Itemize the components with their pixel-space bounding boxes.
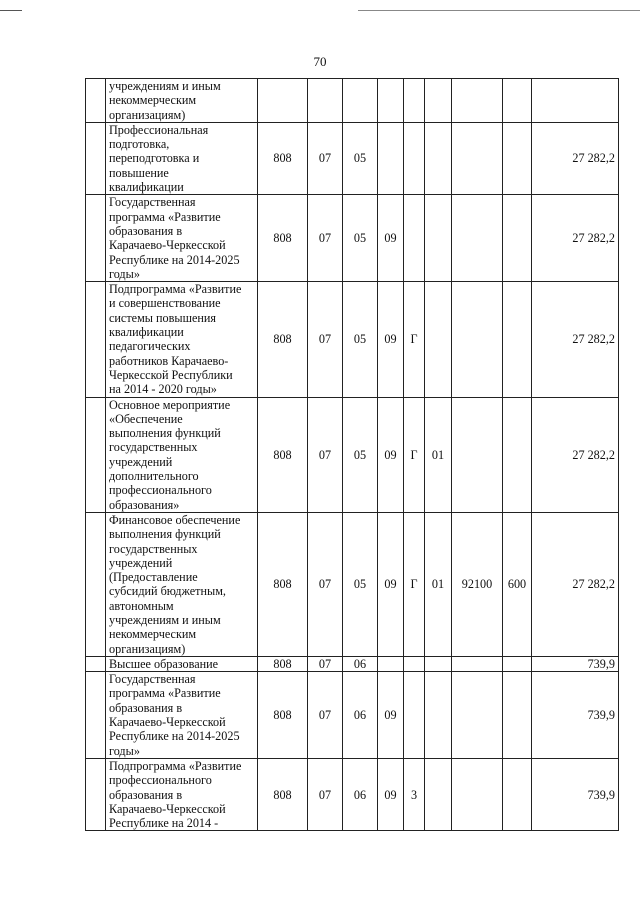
table-body (86, 79, 619, 831)
item-name-cell (106, 656, 258, 671)
item-name-line: государственных (109, 440, 198, 455)
item-name-line: программа «Развитие (109, 209, 221, 224)
item-name-line: на 2014 - 2020 годы» (109, 382, 217, 397)
subprogram-code-cell: Г (404, 282, 425, 397)
item-name-line: годы» (109, 743, 140, 758)
amount-cell: 27 282,2 (532, 397, 619, 512)
item-name-line: и совершенствование (109, 296, 221, 311)
program-code-cell: 09 (378, 397, 404, 512)
activity-code-cell: 01 (425, 512, 452, 656)
item-name-line: Подпрограмма «Развитие (109, 758, 242, 773)
subprogram-code-cell: Г (404, 512, 425, 656)
activity-code-cell (425, 672, 452, 759)
item-name-line: государственных (109, 541, 198, 556)
item-name-line: Республике на 2014-2025 (109, 729, 240, 744)
item-name-line: образования в (109, 700, 183, 715)
item-name-line: организациям) (109, 641, 186, 656)
subprogram-code-cell (404, 79, 425, 123)
item-name-line: автономным (109, 598, 174, 613)
item-name-line: выполнения функций (109, 527, 221, 542)
item-name-line: выполнения функций (109, 426, 221, 441)
subsection-code-cell: 06 (343, 656, 378, 671)
item-name-line: Карачаево-Черкесской (109, 238, 226, 253)
section-code-cell: 07 (308, 758, 343, 830)
subprogram-code-cell (404, 122, 425, 194)
item-name-line: «Обеспечение (109, 411, 183, 426)
direction-code-cell: 92100 (452, 512, 503, 656)
expense-type-cell (503, 122, 532, 194)
expense-type-cell (503, 79, 532, 123)
item-name-line: организациям) (109, 107, 186, 122)
section-code-cell (308, 79, 343, 123)
program-code-cell: 09 (378, 282, 404, 397)
direction-code-cell (452, 758, 503, 830)
item-name-line: переподготовка и (109, 151, 200, 166)
item-name-line: некоммерческим (109, 93, 197, 108)
table-row (86, 656, 619, 671)
section-code-cell: 07 (308, 656, 343, 671)
ministry-code-cell: 808 (258, 512, 308, 656)
item-name-line: некоммерческим (109, 627, 197, 642)
item-name-line: Основное мероприятие (109, 397, 231, 412)
item-name-line: учреждениям и иным (109, 612, 221, 627)
subsection-code-cell: 06 (343, 672, 378, 759)
expense-type-cell: 600 (503, 512, 532, 656)
section-code-cell: 07 (308, 672, 343, 759)
item-name-line: Республике на 2014-2025 (109, 252, 240, 267)
activity-code-cell (425, 122, 452, 194)
amount-cell: 27 282,2 (532, 512, 619, 656)
program-code-cell: 09 (378, 672, 404, 759)
blank-index-cell (86, 758, 106, 830)
program-code-cell (378, 79, 404, 123)
item-name-cell (106, 195, 258, 282)
direction-code-cell (452, 122, 503, 194)
expense-type-cell (503, 397, 532, 512)
ministry-code-cell: 808 (258, 397, 308, 512)
item-name-line: Высшее образование (109, 656, 219, 671)
activity-code-cell (425, 282, 452, 397)
ministry-code-cell: 808 (258, 122, 308, 194)
item-name-line: учреждениям и иным (109, 79, 221, 93)
item-name-line: образования» (109, 497, 180, 512)
item-name-cell (106, 79, 258, 123)
amount-cell: 27 282,2 (532, 195, 619, 282)
table-row (86, 672, 619, 759)
item-name-line: Государственная (109, 672, 196, 687)
section-code-cell: 07 (308, 397, 343, 512)
amount-cell (532, 79, 619, 123)
ministry-code-cell: 808 (258, 672, 308, 759)
expense-type-cell (503, 195, 532, 282)
item-name-line: дополнительного (109, 469, 199, 484)
program-code-cell (378, 122, 404, 194)
subprogram-code-cell (404, 195, 425, 282)
item-name-line: квалификации (109, 325, 184, 340)
item-name-line: повышение (109, 165, 169, 180)
blank-index-cell (86, 656, 106, 671)
direction-code-cell (452, 672, 503, 759)
table-row (86, 122, 619, 194)
item-name-line: субсидий бюджетным, (109, 584, 226, 599)
amount-cell: 739,9 (532, 758, 619, 830)
table-row (86, 282, 619, 397)
direction-code-cell (452, 282, 503, 397)
direction-code-cell (452, 656, 503, 671)
item-name-line: педагогических (109, 339, 191, 354)
item-name-line: подготовка, (109, 137, 170, 152)
subsection-code-cell: 05 (343, 195, 378, 282)
expense-type-cell (503, 656, 532, 671)
top-right-rule (358, 10, 640, 11)
item-name-cell (106, 512, 258, 656)
subsection-code-cell (343, 79, 378, 123)
ministry-code-cell: 808 (258, 656, 308, 671)
table-row (86, 758, 619, 830)
blank-index-cell (86, 397, 106, 512)
amount-cell: 27 282,2 (532, 122, 619, 194)
item-name-line: Карачаево-Черкесской (109, 715, 226, 730)
subprogram-code-cell (404, 672, 425, 759)
subsection-code-cell: 06 (343, 758, 378, 830)
table-row (86, 512, 619, 656)
item-name-line: работников Карачаево- (109, 353, 229, 368)
direction-code-cell (452, 195, 503, 282)
activity-code-cell (425, 79, 452, 123)
item-name-cell (106, 397, 258, 512)
blank-index-cell (86, 122, 106, 194)
item-name-line: Государственная (109, 195, 196, 210)
activity-code-cell (425, 758, 452, 830)
program-code-cell: 09 (378, 758, 404, 830)
section-code-cell: 07 (308, 195, 343, 282)
blank-index-cell (86, 282, 106, 397)
item-name-line: профессионального (109, 773, 212, 788)
subsection-code-cell: 05 (343, 282, 378, 397)
ministry-code-cell (258, 79, 308, 123)
program-code-cell (378, 656, 404, 671)
page-number: 70 (313, 54, 327, 69)
subprogram-code-cell: Г (404, 397, 425, 512)
item-name-cell (106, 672, 258, 759)
item-name-line: образования в (109, 223, 183, 238)
item-name-line: (Предоставление (109, 570, 198, 585)
activity-code-cell (425, 656, 452, 671)
item-name-line: Финансовое обеспечение (109, 512, 241, 527)
item-name-line: квалификации (109, 180, 184, 195)
program-code-cell: 09 (378, 512, 404, 656)
blank-index-cell (86, 512, 106, 656)
subsection-code-cell: 05 (343, 122, 378, 194)
ministry-code-cell: 808 (258, 282, 308, 397)
item-name-cell (106, 282, 258, 397)
item-name-line: учреждений (109, 555, 173, 570)
item-name-line: Подпрограмма «Развитие (109, 282, 242, 297)
item-name-line: профессионального (109, 483, 212, 498)
subsection-code-cell: 05 (343, 512, 378, 656)
table-row (86, 195, 619, 282)
program-code-cell: 09 (378, 195, 404, 282)
section-code-cell: 07 (308, 122, 343, 194)
table-row (86, 79, 619, 123)
activity-code-cell: 01 (425, 397, 452, 512)
item-name-cell (106, 122, 258, 194)
subsection-code-cell: 05 (343, 397, 378, 512)
item-name-line: системы повышения (109, 310, 217, 325)
ministry-code-cell: 808 (258, 195, 308, 282)
expense-type-cell (503, 672, 532, 759)
subprogram-code-cell (404, 656, 425, 671)
item-name-line: Черкесской Республики (109, 367, 233, 382)
top-left-rule (0, 10, 22, 11)
item-name-line: годы» (109, 266, 140, 281)
item-name-line: учреждений (109, 454, 173, 469)
direction-code-cell (452, 79, 503, 123)
item-name-cell (106, 758, 258, 830)
section-code-cell: 07 (308, 512, 343, 656)
ministry-code-cell: 808 (258, 758, 308, 830)
expense-type-cell (503, 282, 532, 397)
amount-cell: 739,9 (532, 656, 619, 671)
blank-index-cell (86, 672, 106, 759)
blank-index-cell (86, 79, 106, 123)
section-code-cell: 07 (308, 282, 343, 397)
budget-table (85, 78, 619, 831)
direction-code-cell (452, 397, 503, 512)
table-row (86, 397, 619, 512)
amount-cell: 739,9 (532, 672, 619, 759)
amount-cell: 27 282,2 (532, 282, 619, 397)
item-name-line: Карачаево-Черкесской (109, 801, 226, 816)
activity-code-cell (425, 195, 452, 282)
blank-index-cell (86, 195, 106, 282)
subprogram-code-cell: 3 (404, 758, 425, 830)
item-name-line: образования в (109, 787, 183, 802)
item-name-line: Республике на 2014 - (109, 816, 219, 831)
expense-type-cell (503, 758, 532, 830)
item-name-line: Профессиональная (109, 122, 209, 137)
item-name-line: программа «Развитие (109, 686, 221, 701)
